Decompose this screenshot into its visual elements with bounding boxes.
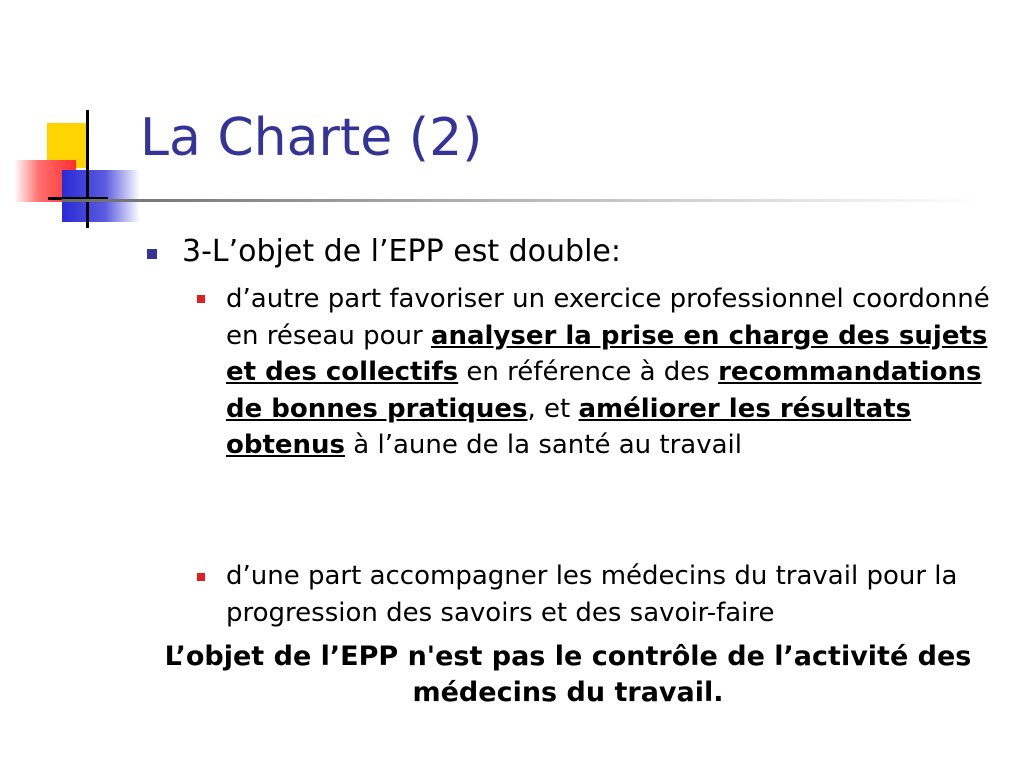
- bullet-square-icon: [197, 573, 205, 581]
- blue-square: [62, 170, 140, 222]
- item1-emphasis-1: analyser la prise en charge des sujets et des collectifs: [226, 320, 988, 387]
- bullet-square-icon: [147, 249, 157, 259]
- item1-text: en référence à des: [458, 357, 719, 387]
- bullet-square-icon: [197, 295, 205, 303]
- item1-emphasis-2: recommandations de bonnes pratiques: [226, 357, 982, 424]
- item1-text: d’autre part favoriser un exercice professionnel coordonné en réseau pour: [226, 284, 990, 351]
- vertical-line: [86, 110, 89, 228]
- item1-emphasis-3: améliorer les résultats obtenus: [226, 393, 912, 460]
- bullet-item-2: d’une part accompagner les médecins du travail pour la progression des savoirs et des savoir-faire: [226, 561, 958, 628]
- level1-text: 3-L’objet de l’EPP est double:: [182, 234, 621, 269]
- bullet-item-1: [226, 281, 996, 464]
- item1-text: , et: [527, 393, 579, 424]
- item1-text: à l’aune de la santé au travail: [345, 430, 742, 460]
- title-underline: [62, 199, 982, 202]
- slide-title: La Charte (2): [140, 108, 483, 168]
- conclusion-text: L’objet de l’EPP n'est pas le contrôle de l’activité des médecins du travail.: [164, 641, 972, 708]
- decorative-squares-logo: [0, 100, 150, 230]
